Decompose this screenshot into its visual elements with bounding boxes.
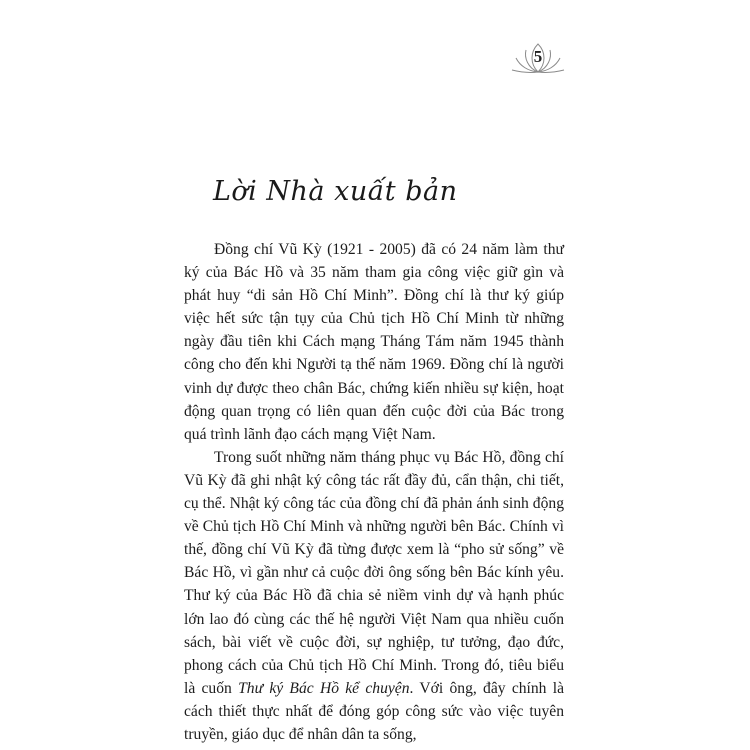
paragraph-2: [184, 446, 564, 746]
body-text: [184, 238, 564, 746]
book-title-italic: Thư ký Bác Hồ kể chuyện: [238, 679, 410, 697]
section-title: Lời Nhà xuất bản: [213, 176, 458, 207]
page-number: 5: [533, 47, 543, 66]
paragraph-2-text-before: Trong suốt những năm tháng phục vụ Bác Hồ, đồng chí Vũ Kỳ đã ghi nhật ký công tác rất đầy đủ, cẩn thận, chi tiết, cụ thể. Nhật ký công tác của đồng chí đã phản ánh sinh động về Chủ tịch Hồ Chí Minh và những người bên Bác. Chính vì thế, đồng chí Vũ Kỳ đã từng được xem là “pho sử sống” về Bác Hồ, vì gần như cả cuộc đời ông sống bên Bác kính yêu. Thư ký của Bác Hồ đã chia sẻ niềm vinh dự và hạnh phúc lớn lao đó cùng các thế hệ người Việt Nam qua nhiều cuốn sách, bài viết về cuộc đời, sự nghiệp, tư tưởng, đạo đức, phong cách của Chủ tịch Hồ Chí Minh. Trong đó, tiêu biểu là cuốn: [184, 448, 564, 697]
paragraph-2-text-after: . Với ông, đây chính là cách thiết thực nhất để đóng góp công sức vào việc tuyên truyền, giáo dục để nhân dân ta sống,: [184, 679, 564, 743]
paragraph-1: Đồng chí Vũ Kỳ (1921 - 2005) đã có 24 năm làm thư ký của Bác Hồ và 35 năm tham gia công việc giữ gìn và phát huy “di sản Hồ Chí Minh”. Đồng chí là thư ký giúp việc hết sức tận tụy của Chủ tịch Hồ Chí Minh từ những ngày đầu tiên khi Cách mạng Tháng Tám năm 1945 thành công cho đến khi Người tạ thế năm 1969. Đồng chí là người vinh dự được theo chân Bác, chứng kiến nhiều sự kiện, hoạt động quan trọng có liên quan đến cuộc đời của Bác trong quá trình lãnh đạo cách mạng Việt Nam.: [184, 241, 564, 443]
page-number-ornament: [510, 40, 566, 80]
